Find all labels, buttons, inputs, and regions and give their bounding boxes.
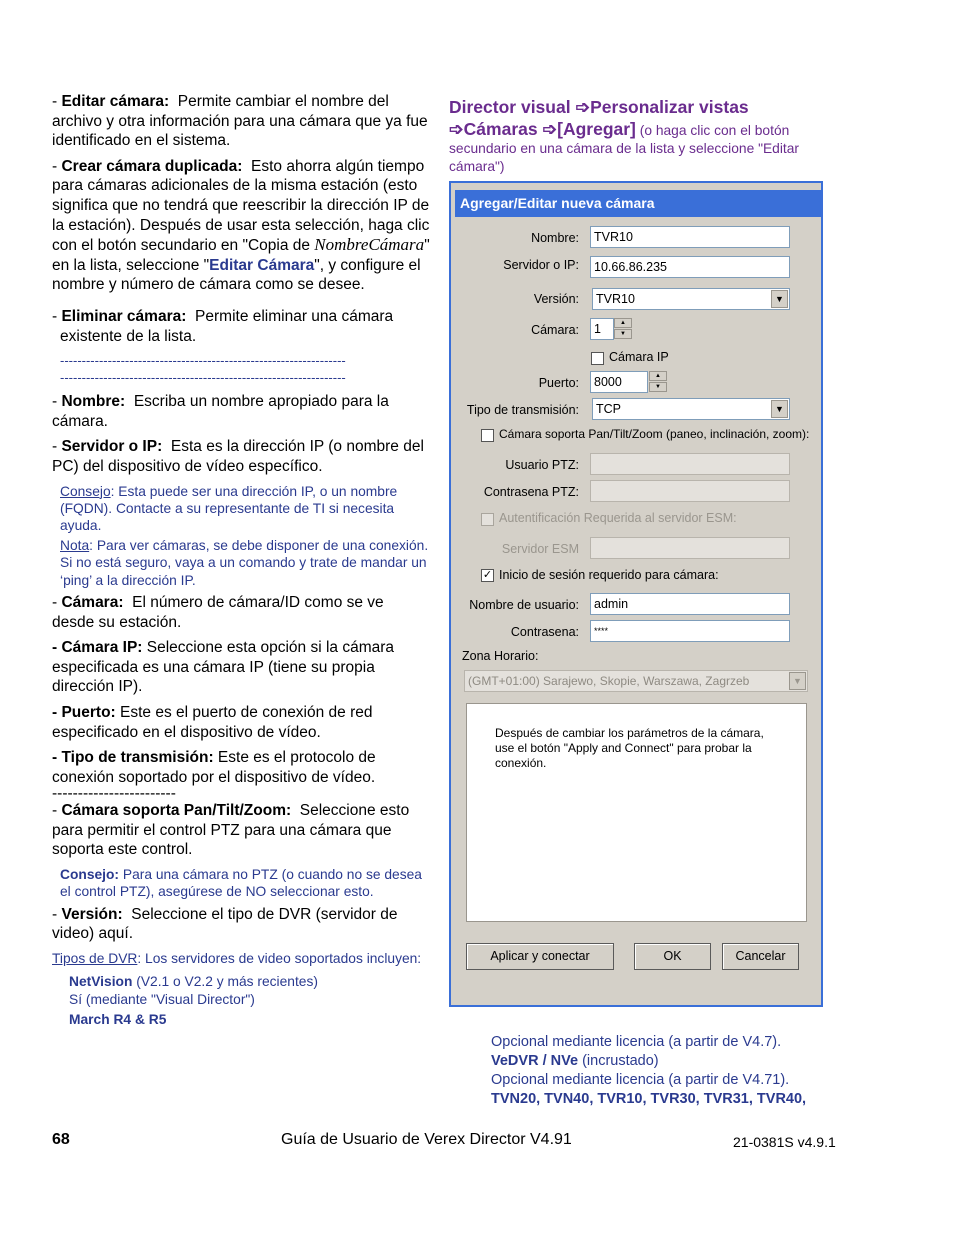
zona-select[interactable] <box>464 670 808 692</box>
page-number: 68 <box>52 1131 70 1148</box>
chevron-down-icon[interactable]: ▼ <box>789 672 806 690</box>
cancelar-button[interactable]: Cancelar <box>722 943 799 970</box>
doc-number: 21-0381S v4.9.1 <box>733 1134 836 1150</box>
separator-dashes: ------------------------------------------------------------------ <box>60 370 346 386</box>
item-ptz: - Cámara soporta Pan/Tilt/Zoom: Seleccione esto para permitir el control PTZ para una cámara que soporta este control. <box>52 802 410 859</box>
inicio-sesion-checkbox[interactable]: ✓ <box>482 569 493 581</box>
license-note-1: Opcional mediante licencia (a partir de V4.7). <box>491 1034 782 1050</box>
ptz-checkbox[interactable] <box>481 429 494 442</box>
puerto-stepper[interactable] <box>649 371 667 393</box>
item-eliminar: - Eliminar cámara: Permite eliminar una cámara existente de la lista. <box>52 307 394 345</box>
add-edit-camera-dialog <box>449 181 823 1007</box>
menu-path-line2: ➩Cámaras ➩[Agregar] <box>449 119 636 139</box>
info-note: Después de cambiar los parámetros de la cámara, use el botón "Apply and Connect" para probar la conexión. <box>466 703 807 922</box>
puerto-input[interactable]: 8000 <box>590 371 648 393</box>
autentificacion-checkbox[interactable] <box>481 513 494 526</box>
spin-up-icon[interactable]: ▲ <box>649 371 667 381</box>
menu-path-note: (o haga clic con el botón secundario en una cámara de la lista y seleccione "Editar cámara") <box>449 123 800 174</box>
puerto-label: Puerto: <box>538 376 579 390</box>
dialog-title: Agregar/Editar nueva cámara <box>455 190 823 217</box>
contrasena-input[interactable]: **** <box>590 620 790 642</box>
license-note-2: Opcional mediante licencia (a partir de V4.71). <box>491 1072 790 1088</box>
servidor-esm-label: Servidor ESM <box>501 542 579 556</box>
item-camara-ip: - Cámara IP: Seleccione esta opción si la cámara especificada es una cámara IP (tiene su propia dirección IP). <box>52 639 395 696</box>
dvr-netvision-note: Sí (mediante "Visual Director") <box>69 991 255 1007</box>
item-tipo: - Tipo de transmisión: Este es el protocolo de conexión soportado por el dispositivo de vídeo. <box>52 749 376 786</box>
dvr-continued <box>491 1033 851 1109</box>
separator-dashes: ------------------------------------------------------------------ <box>60 353 346 369</box>
autentificacion-label: Autentificación Requerida al servidor ESM: <box>499 511 737 525</box>
contrasena-ptz-input[interactable] <box>590 480 790 502</box>
item-crear: - Crear cámara duplicada: Esto ahorra algún tiempo para cámaras adicionales de la misma estación (esto significa que no tendrá que reescribir la dirección IP de la estación). Después de usar esta selección, haga clic con el botón secundario en "Copia de NombreCámara" en la lista, seleccione "Editar Cámara", y configure el nombre y número de cámara como se desee. <box>52 157 430 294</box>
camara-stepper[interactable] <box>614 318 632 340</box>
usuario-label: Nombre de usuario: <box>469 598 579 612</box>
chevron-down-icon[interactable]: ▼ <box>771 400 788 418</box>
contrasena-label: Contrasena: <box>510 625 579 639</box>
usuario-input[interactable]: admin <box>590 593 790 615</box>
version-label: Versión: <box>533 292 579 306</box>
spin-down-icon[interactable]: ▼ <box>649 382 667 392</box>
inicio-sesion-label: Inicio de sesión requerido para cámara: <box>499 568 719 582</box>
separator-short-dashes: ------------------------ <box>52 785 176 803</box>
tipo-select[interactable] <box>592 398 790 420</box>
camara-ip-checkbox[interactable] <box>591 352 604 365</box>
nombre-label: Nombre: <box>531 231 579 245</box>
contrasena-ptz-label: Contrasena PTZ: <box>483 485 579 499</box>
servidor-label: Servidor o IP: <box>503 258 579 272</box>
footer-title: Guía de Usuario de Verex Director V4.91 <box>281 1131 572 1148</box>
dvr-march: March R4 & R5 <box>69 1012 167 1028</box>
zona-label: Zona Horario: <box>462 649 539 663</box>
servidor-esm-input[interactable] <box>590 537 790 559</box>
tipo-label: Tipo de transmisión: <box>466 403 579 417</box>
spin-down-icon[interactable]: ▼ <box>614 329 632 339</box>
tipo-value: TCP <box>596 402 621 416</box>
tip-nota: Nota: Para ver cámaras, se debe disponer de una conexión. Si no está seguro, vaya a un comando y trate de mandar un ‘ping’ a la dirección IP. <box>60 537 429 588</box>
item-version: - Versión: Seleccione el tipo de DVR (servidor de video) aquí. <box>52 905 398 943</box>
item-editar: - Editar cámara: Permite cambiar el nombre del archivo y otra información para una cámara que ya fue identificado en el sistema. <box>52 93 428 150</box>
camara-label: Cámara: <box>531 323 579 337</box>
servidor-input[interactable]: 10.66.86.235 <box>590 256 790 278</box>
vedvr-line: VeDVR / NVe (incrustado) <box>491 1053 659 1069</box>
tip-tipos-dvr: Tipos de DVR: Los servidores de video soportados incluyen: <box>52 951 422 967</box>
editar-camara-link[interactable]: Editar Cámara <box>209 256 315 274</box>
tip-consejo-ptz: Consejo: Para una cámara no PTZ (o cuando no se desea el control PTZ), asegúrese de NO seleccionar esto. <box>60 867 422 900</box>
ok-button[interactable]: OK <box>634 943 711 970</box>
tip-consejo: Consejo: Esta puede ser una dirección IP, o un nombre (FQDN). Contacte a su representante de TI si necesita ayuda. <box>60 483 398 534</box>
chevron-down-icon[interactable]: ▼ <box>771 290 788 308</box>
tvn-models: TVN20, TVN40, TVR10, TVR30, TVR31, TVR40, <box>491 1091 807 1107</box>
dvr-list <box>52 973 430 1028</box>
usuario-ptz-label: Usuario PTZ: <box>505 458 579 472</box>
item-servidor: - Servidor o IP: Esta es la dirección IP (o nombre del PC) del dispositivo de vídeo específico. <box>52 438 424 475</box>
dvr-netvision: NetVision (V2.1 o V2.2 y más recientes) <box>69 974 318 990</box>
item-nombre: - Nombre: Escriba un nombre apropiado para la cámara. <box>52 393 389 430</box>
camara-ip-label: Cámara IP <box>609 350 669 364</box>
ptz-label: Cámara soporta Pan/Tilt/Zoom (paneo, inclinación, zoom): <box>499 427 810 441</box>
nombre-input[interactable]: TVR10 <box>590 226 790 248</box>
camara-input[interactable]: 1 <box>590 318 614 340</box>
version-value: TVR10 <box>596 292 635 306</box>
spin-up-icon[interactable]: ▲ <box>614 318 632 328</box>
item-puerto: - Puerto: Este es el puerto de conexión de red especificado en el dispositivo de vídeo. <box>52 703 373 741</box>
menu-path-line1: Director visual ➩Personalizar vistas <box>449 97 749 117</box>
item-camara: - Cámara: El número de cámara/ID como se ve desde su estación. <box>52 593 384 631</box>
left-column <box>52 92 430 1029</box>
usuario-ptz-input[interactable] <box>590 453 790 475</box>
version-select[interactable] <box>592 288 790 310</box>
section-header <box>449 96 849 176</box>
aplicar-conectar-button[interactable]: Aplicar y conectar <box>466 943 614 970</box>
zona-value: (GMT+01:00) Sarajewo, Skopie, Warszawa, Zagrzeb <box>468 674 750 688</box>
